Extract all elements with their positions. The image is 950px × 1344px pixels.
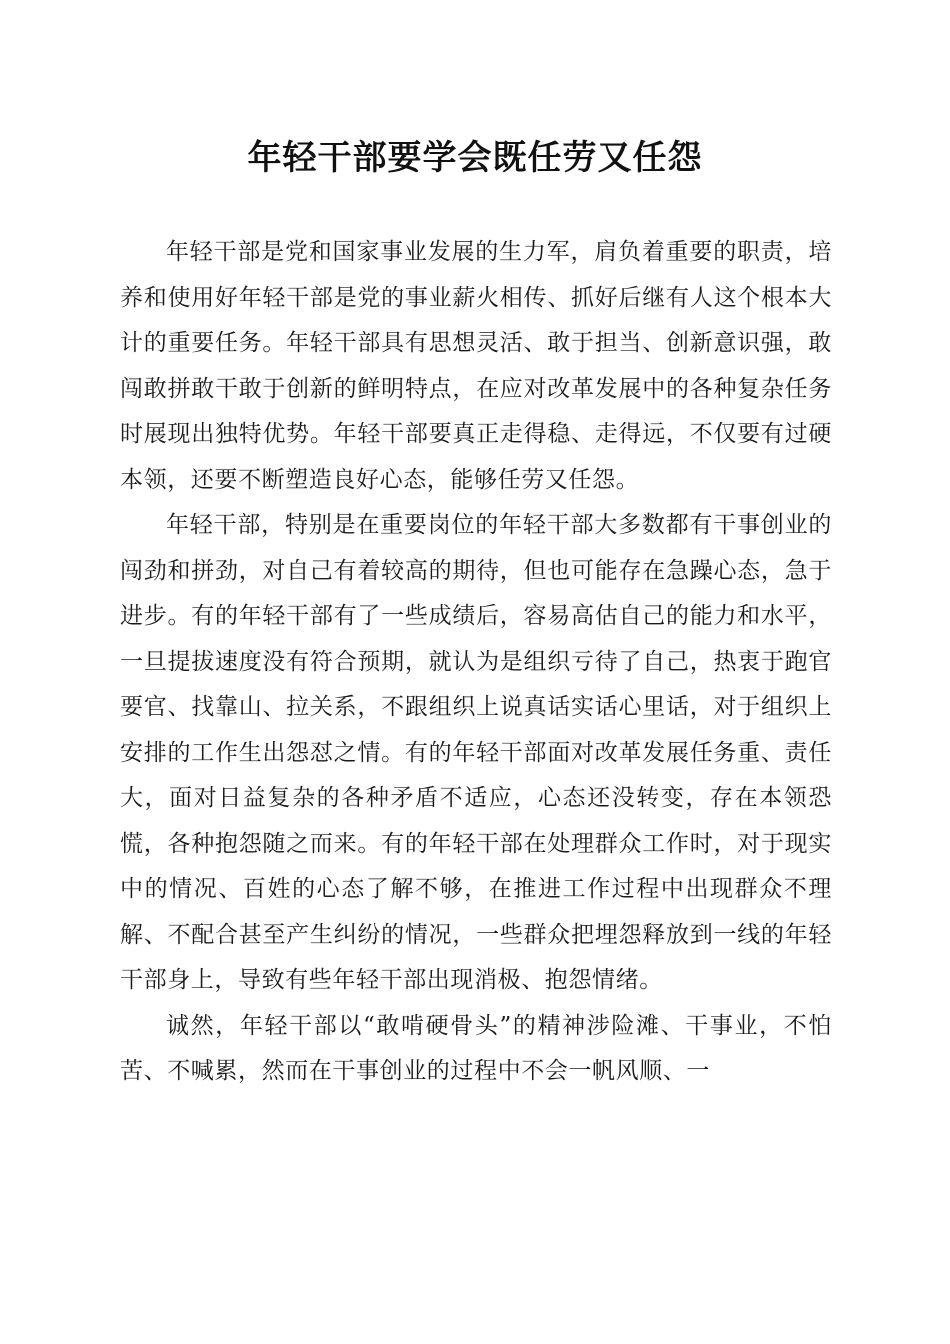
- document-title: 年轻干部要学会既任劳又任怨: [247, 138, 703, 178]
- paragraph-3: 诚然，年轻干部以“敢啃硬骨头”的精神涉险滩、干事业，不怕苦、不喊累，然而在干事创业的过程中不会一帆风顺、一: [120, 1012, 832, 1084]
- paragraph-2: 年轻干部，特别是在重要岗位的年轻干部大多数都有干事创业的闯劲和拼劲，对自己有着较高的期待，但也可能存在急躁心态，急于进步。有的年轻干部有了一些成绩后，容易高估自己的能力和水平，一旦提拔速度没有符合预期，就认为是组织亏待了自己，热衷于跑官要官、找靠山、拉关系，不跟组织上说真话实话心里话，对于组织上安排的工作生出怨怼之情。有的年轻干部面对改革发展任务重、责任大，面对日益复杂的各种矛盾不适应，心态还没转变，存在本领恐慌，各种抱怨随之而来。有的年轻干部在处理群众工作时，对于现实中的情况、百姓的心态了解不够，在推进工作过程中出现群众不理解、不配合甚至产生纠纷的情况，一些群众把埋怨释放到一线的年轻干部身上，导致有些年轻干部出现消极、抱怨情绪。: [120, 512, 832, 993]
- paragraph-1: 年轻干部是党和国家事业发展的生力军，肩负着重要的职责，培养和使用好年轻干部是党的事业薪火相传、抓好后继有人这个根本大计的重要任务。年轻干部具有思想灵活、敢于担当、创新意识强，敢闯敢拼敢干敢于创新的鲜明特点，在应对改革发展中的各种复杂任务时展现出独特优势。年轻干部要真正走得稳、走得远，不仅要有过硬本领，还要不断塑造良好心态，能够任劳又任怨。: [120, 239, 832, 493]
- document-body: [120, 230, 832, 1095]
